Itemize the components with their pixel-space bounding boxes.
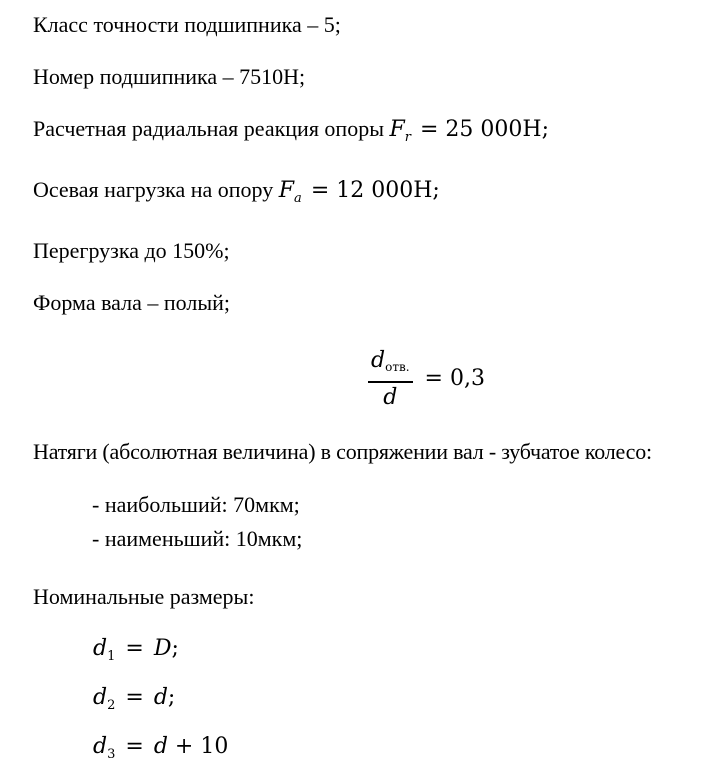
nominal-heading: Номинальные размеры: [33, 584, 255, 609]
d3-rhs: d [153, 734, 168, 759]
spec-axial-load-text: Осевая нагрузка на опору [33, 177, 279, 202]
radial-force-subscript: r [404, 130, 411, 145]
spec-radial-reaction-text: Расчетная радиальная реакция опоры [33, 116, 390, 141]
denominator-symbol: d [383, 385, 398, 410]
d1-subscript: 1 [107, 649, 116, 664]
d2-equals: = [125, 685, 144, 710]
formula-section [33, 347, 706, 410]
spec-bearing-number: Номер подшипника – 7510Н; [33, 64, 306, 89]
axial-force-equation [278, 178, 440, 206]
fraction-denominator [368, 381, 413, 410]
d3-equals: = [125, 734, 144, 759]
spec-radial-reaction [33, 116, 706, 151]
spec-accuracy-class: Класс точности подшипника – 5; [33, 12, 341, 37]
hole-ratio-formula [368, 347, 485, 410]
nominal-equation-d3 [93, 734, 706, 768]
d1-symbol: d [93, 636, 108, 661]
d1-tail: ; [171, 636, 179, 661]
interference-item-min: - наименьший: 10мкм; [92, 526, 303, 551]
formula-result: = 0,3 [424, 366, 485, 391]
d1-rhs: D [153, 636, 172, 661]
nominal-equation-d2 [93, 685, 706, 719]
fraction-numerator [368, 347, 413, 381]
d3-tail: + 10 [167, 734, 229, 759]
spec-shaft-form: Форма вала – полый; [33, 290, 231, 315]
radial-force-value: = 25 000Н; [419, 117, 549, 142]
interference-heading: Натяги (абсолютная величина) в сопряжении вал - зубчатое колесо: [33, 439, 652, 464]
d3-symbol: d [93, 734, 108, 759]
numerator-subscript: отв. [385, 360, 410, 374]
d2-subscript: 2 [107, 698, 116, 713]
fraction [368, 347, 413, 410]
axial-force-value: = 12 000Н; [310, 178, 440, 203]
spec-overload: Перегрузка до 150%; [33, 238, 230, 263]
d2-symbol: d [93, 685, 108, 710]
interference-item-max: - наибольший: 70мкм; [92, 492, 300, 517]
axial-force-symbol: F [278, 178, 295, 203]
d2-rhs: d [153, 685, 168, 710]
d1-equals: = [125, 636, 144, 661]
spec-axial-load [33, 177, 706, 212]
d3-subscript: 3 [107, 747, 116, 762]
numerator-symbol: d [371, 348, 386, 373]
axial-force-subscript: a [294, 191, 302, 206]
d2-tail: ; [167, 685, 176, 710]
radial-force-equation [389, 117, 550, 145]
radial-force-symbol: F [389, 117, 405, 142]
nominal-equation-d1 [93, 636, 706, 670]
